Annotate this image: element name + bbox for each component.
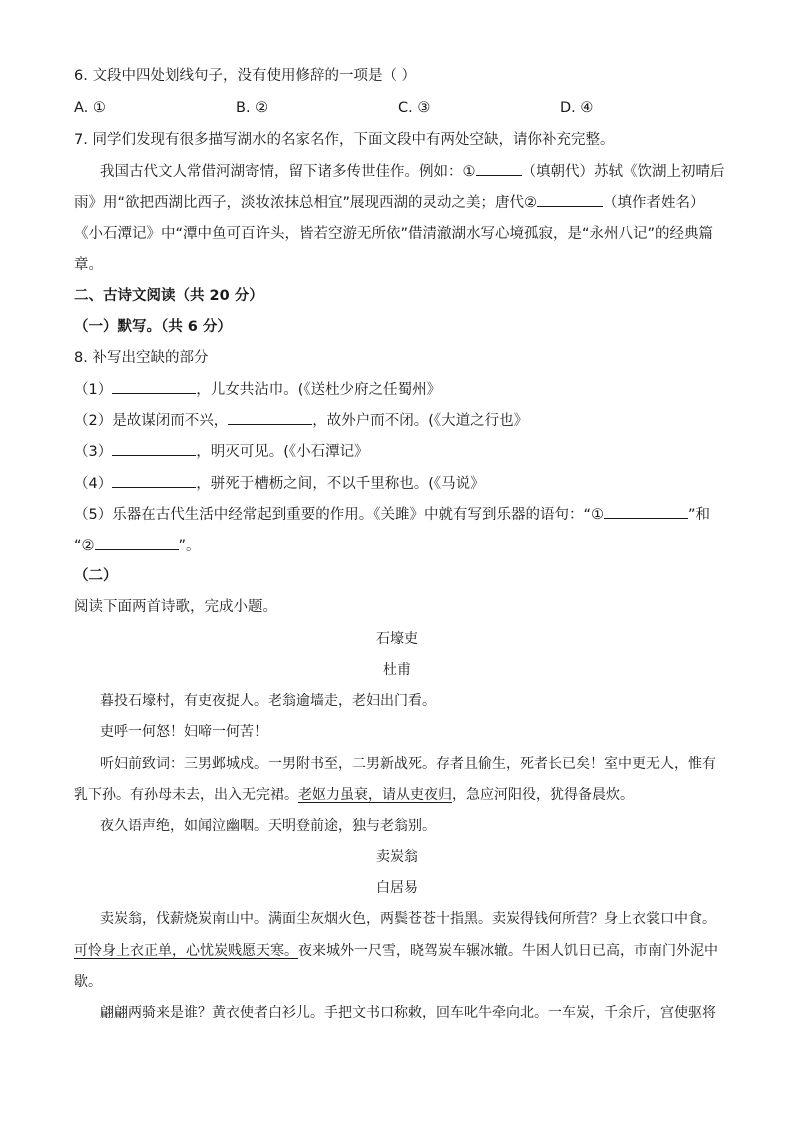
q8-item-5 <box>74 504 710 525</box>
q7-text: （填作者姓名） <box>603 195 705 211</box>
q7-paragraph-line-1 <box>100 161 725 182</box>
poem-line <box>74 785 634 805</box>
item-text: （5）乐器在古代生活中经常起到重要的作用。《关雎》中就有写到乐器的语句：“① <box>74 507 604 523</box>
item-text: ，明灭可见。(《小石潭记》 <box>196 444 369 460</box>
item-text: ，儿女共沾巾。(《送杜少府之任蜀州》 <box>196 382 442 398</box>
q7-text: （填朝代）苏轼《饮湖上初晴后 <box>521 164 725 180</box>
item-text: ”。 <box>178 538 201 554</box>
poem-line: 听妇前致词：三男邺城戍。一男附书至，二男新战死。存者且偷生，死者长已矣！室中更无人，惟有 <box>100 756 716 772</box>
poem-line: 吏呼一何怒！妇啼一何苦！ <box>100 724 268 740</box>
q8-stem: 8. 补写出空缺的部分 <box>74 350 209 366</box>
q7-text: 雨》用“欲把西湖比西子，淡妆浓抹总相宜”展现西湖的灵动之美；唐代② <box>74 195 538 211</box>
q7-paragraph-line-2 <box>74 192 705 213</box>
item-text: （2）是故谋闭而不兴， <box>74 413 229 429</box>
poem-text: ，急应河阳役，犹得备晨炊。 <box>452 787 634 803</box>
item-text: （1） <box>74 382 113 398</box>
answer-blank <box>228 410 312 425</box>
q8-item-4 <box>74 473 485 494</box>
underlined-sentence: 可怜身上衣正单，心忧炭贱愿天寒。 <box>74 943 298 959</box>
q7-paragraph-line-3: 《小石潭记》中“潭中鱼可百许头，皆若空游无所依”借清澈湖水写心境孤寂，是“永州八记”的经典篇 <box>74 226 714 242</box>
poem-text: 夜来城外一尺雪，晓驾炭车辗冰辙。牛困人饥日已高，市南门外泥中 <box>298 943 718 959</box>
poem-text: 乳下孙。有孙母未去，出入无完裙。 <box>74 787 298 803</box>
q6-option-c: C. ③ <box>398 100 431 116</box>
poem-line <box>74 941 718 961</box>
underlined-sentence: 老妪力虽衰，请从吏夜归 <box>298 787 452 803</box>
poem-author: 白居易 <box>376 880 418 896</box>
q7-text: 我国古代文人常借河湖寄情，留下诸多传世佳作。例如：① <box>100 164 476 180</box>
q6-option-a: A. ① <box>74 100 106 116</box>
item-text: “② <box>74 538 95 554</box>
poem-author: 杜甫 <box>383 662 411 678</box>
q7-paragraph-line-4: 章。 <box>74 257 103 273</box>
q6-option-d: D. ④ <box>560 100 594 116</box>
answer-blank <box>537 192 603 207</box>
q7-stem: 7. 同学们发现有很多描写湖水的名家名作，下面文段中有两处空缺，请你补充完整。 <box>74 132 615 148</box>
poem-line: 夜久语声绝，如闻泣幽咽。天明登前途，独与老翁别。 <box>100 818 436 834</box>
q6-option-b: B. ② <box>236 100 269 116</box>
q8-item-3 <box>74 441 369 462</box>
poem-title: 卖炭翁 <box>376 849 418 865</box>
subsection-title-2: （二） <box>74 568 118 584</box>
answer-blank <box>604 504 688 519</box>
poem-line: 翩翩两骑来是谁？黄衣使者白衫儿。手把文书口称敕，回车叱牛牵向北。一车炭，千余斤，宫使驱将 <box>100 1005 716 1021</box>
q8-item-5-continued <box>74 535 201 556</box>
item-text: ”和 <box>687 507 710 523</box>
poem-line: 暮投石壕村，有吏夜捉人。老翁逾墙走，老妇出门看。 <box>100 693 436 709</box>
subsection-title: （一）默写。（共 6 分） <box>74 319 232 335</box>
item-text: ，骈死于槽枥之间，不以千里称也。(《马说》 <box>196 476 485 492</box>
poem-title: 石壕吏 <box>376 631 418 647</box>
answer-blank <box>476 161 522 176</box>
answer-blank <box>112 441 196 456</box>
q8-item-1 <box>74 379 441 400</box>
item-text: ，故外户而不闭。(《大道之行也》 <box>312 413 529 429</box>
item-text: （4） <box>74 476 113 492</box>
q6-stem: 6. 文段中四处划线句子，没有使用修辞的一项是（ ） <box>74 68 417 84</box>
reading-instruction: 阅读下面两首诗歌，完成小题。 <box>74 599 277 615</box>
answer-blank <box>95 535 179 550</box>
q8-item-2 <box>74 410 528 431</box>
answer-blank <box>112 379 196 394</box>
poem-line: 歇。 <box>74 974 102 990</box>
poem-line: 卖炭翁，伐薪烧炭南山中。满面尘灰烟火色，两鬓苍苍十指黑。卖炭得钱何所营？身上衣裳口中食。 <box>100 911 716 927</box>
item-text: （3） <box>74 444 113 460</box>
answer-blank <box>112 473 196 488</box>
section-title: 二、古诗文阅读（共 20 分） <box>74 288 264 304</box>
